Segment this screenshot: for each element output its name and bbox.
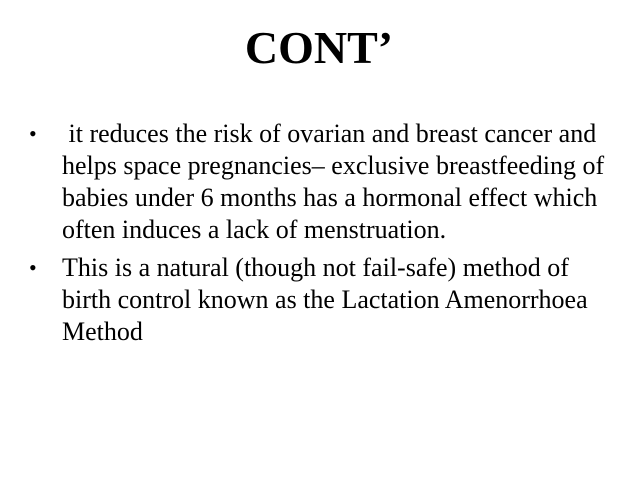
bullet-item: [29, 118, 619, 246]
bullet-text: This is a natural (though not fail-safe) method of birth control known as the Lactation Amenorrhoea Method: [62, 253, 588, 346]
bullet-list: [29, 118, 619, 354]
bullet-item: [29, 252, 619, 348]
bullet-icon: •: [29, 255, 37, 280]
slide-title: CONT’: [244, 22, 394, 73]
bullet-icon: •: [29, 121, 37, 146]
bullet-text: it reduces the risk of ovarian and breast cancer and helps space pregnancies– exclusive breastfeeding of babies under 6 months has a hormonal effect which often induces a lack of menstruation.: [62, 119, 611, 244]
